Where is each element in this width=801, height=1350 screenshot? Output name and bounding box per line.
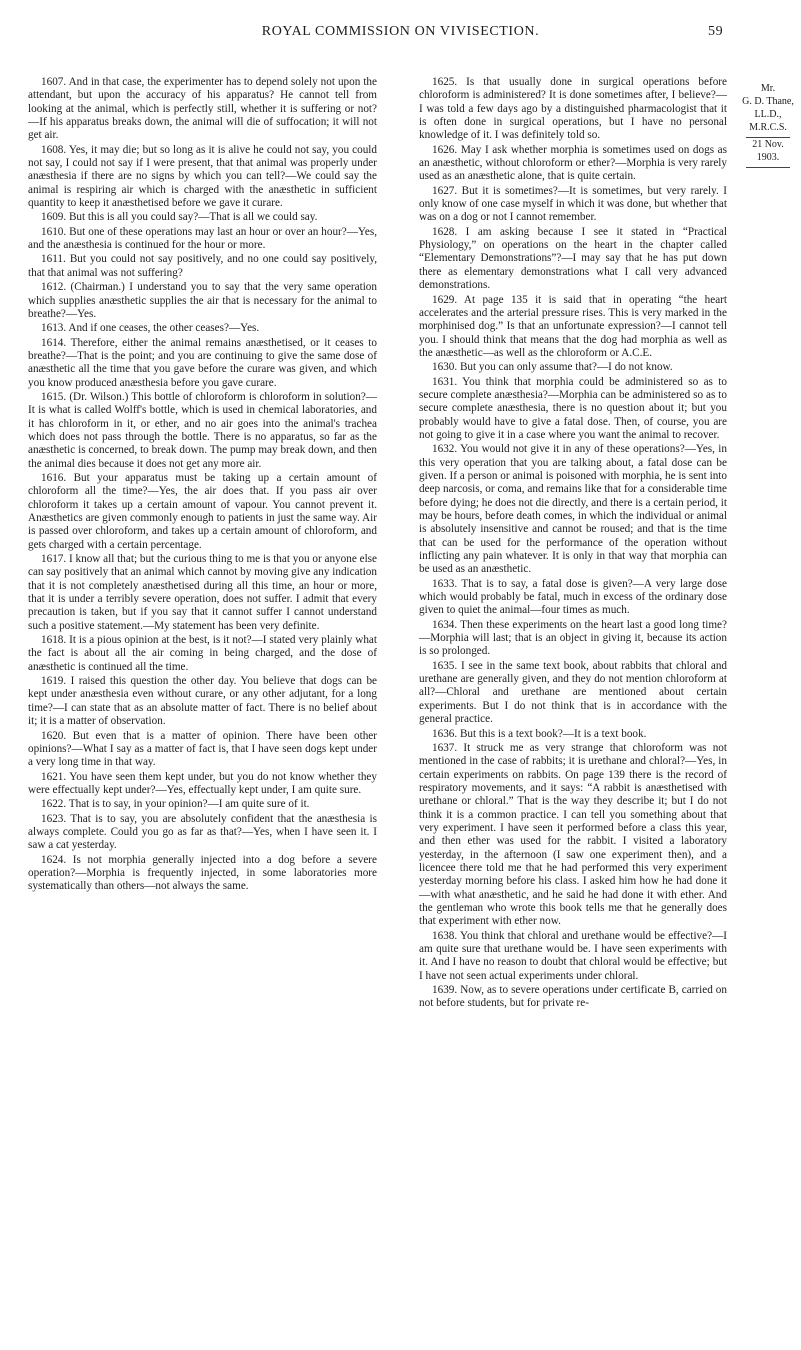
question-text: And if one ceases, the other ceases?—Yes. bbox=[68, 322, 260, 335]
question-text: But it is sometimes?—It is sometimes, but very rarely. I only know of one case myself in which it was done, but whether that was on a dog or not I cannot remember. bbox=[419, 184, 727, 224]
question-number: 1636. bbox=[432, 727, 458, 740]
question-number: 1626. bbox=[432, 143, 458, 156]
question-number: 1612. bbox=[41, 281, 67, 294]
left-column bbox=[28, 76, 377, 895]
question-text: I know all that; but the curious thing to me is that you or anyone else can say positively that an animal which cannot by moving give any indication that it is not completely anæsthetised during all this time, an hour or more, that it is under a terribly severe operation, does not suffer. I admit that every precaution is taken, but if you say that it cannot suffer I cannot understand such a positive statement.—My statement has been very definite. bbox=[28, 553, 377, 632]
question-number: 1634. bbox=[432, 618, 458, 631]
witness-side-note bbox=[740, 82, 796, 168]
testimony-paragraph bbox=[419, 619, 727, 659]
testimony-paragraph bbox=[28, 634, 377, 674]
question-number: 1611. bbox=[41, 253, 66, 266]
testimony-paragraph bbox=[28, 798, 377, 811]
testimony-paragraph bbox=[419, 930, 727, 983]
question-text: Then these experiments on the heart last a good long time?—Morphia will last; that is an object in giving it, because its action is so prolonged. bbox=[419, 618, 727, 658]
question-text: But one of these operations may last an hour or over an hour?—Yes, and the anæsthesia is continued for the hour or more. bbox=[28, 225, 377, 252]
question-text: (Dr. Wilson.) This bottle of chloroform is chloroform in solution?—It is what is called Wolff's bottle, which is used in chemical laboratories, and it has chloroform in it, or ether, and no air goes into the animal's trachea which does not pass through the bottle. There is no apparatus, so far as the anæsthetic is concerned, to break down. The pump may break down, and then the animal dies because it does not get any more air. bbox=[28, 390, 377, 470]
question-text: Therefore, either the animal remains anæsthetised, or it ceases to breathe?—That is the point; and you are continuing to give the same dose of anæsthetic all the time that you gave before the curare was given, and which you know produced anæsthesia before you gave curare. bbox=[28, 336, 377, 389]
side-note-line: LL.D., bbox=[754, 109, 782, 120]
question-number: 1631. bbox=[432, 375, 458, 388]
question-text: You think that chloral and urethane would be effective?—I am quite sure that urethane would be. I have seen experiments with it. And I have no reason to doubt that chloral would be effective; but I have not seen actual experiments under chloral. bbox=[419, 929, 727, 982]
question-number: 1623. bbox=[41, 812, 67, 825]
question-number: 1627. bbox=[432, 184, 458, 197]
testimony-paragraph bbox=[28, 281, 377, 321]
testimony-paragraph bbox=[419, 660, 727, 727]
side-note-line: M.R.C.S. bbox=[749, 122, 787, 133]
testimony-paragraph bbox=[419, 984, 727, 1011]
testimony-paragraph bbox=[419, 578, 727, 618]
testimony-paragraph bbox=[419, 443, 727, 576]
question-text: Now, as to severe operations under certificate B, carried on not before students, but for private re- bbox=[419, 984, 727, 1010]
page-header bbox=[0, 24, 801, 44]
testimony-paragraph bbox=[28, 253, 377, 280]
question-number: 1622. bbox=[41, 798, 67, 811]
testimony-paragraph bbox=[419, 185, 727, 225]
right-column bbox=[419, 76, 727, 1012]
testimony-paragraph bbox=[28, 553, 377, 633]
question-text: I see in the same text book, about rabbits that chloral and urethane are generally given, and they do not mention chloroform at all?—Chloral and urethane are mentioned about certain experiments. But I do not think that is in accordance with the general practice. bbox=[419, 659, 728, 726]
question-text: And in that case, the experimenter has to depend solely not upon the attendant, but upon the accuracy of his apparatus? He cannot tell from looking at the animal, which is perfectly still, whether it is suffering or not?—If his apparatus breaks down, the animal will die of suffocation; it will not get air. bbox=[28, 76, 377, 142]
testimony-paragraph bbox=[419, 226, 727, 293]
question-number: 1628. bbox=[432, 225, 458, 238]
question-text: Is that usually done in surgical operations before chloroform is administered? It is done sometimes after, I believe?—I was told a few days ago by a distinguished pharmacologist that it is often done in surgical operations, but I have no personal knowledge of it. I was definitely told so. bbox=[419, 76, 727, 142]
question-number: 1613. bbox=[41, 322, 67, 335]
testimony-paragraph bbox=[28, 322, 377, 335]
testimony-paragraph bbox=[419, 294, 727, 361]
question-text: Yes, it may die; but so long as it is alive he could not say, you could not say, I could not say if I were present, that that animal was properly under anæsthesia if there are no signs by which you can tell?—We could say the animal is respiring air which is charged with the anæsthetic in sufficient quantity to keep it anæsthetised before we gave it curare. bbox=[28, 143, 377, 210]
side-note-line: 21 Nov. 1903. bbox=[752, 139, 784, 163]
question-number: 1637. bbox=[432, 741, 458, 754]
side-note-rule bbox=[746, 167, 790, 168]
question-number: 1607. bbox=[41, 76, 67, 88]
testimony-paragraph bbox=[28, 391, 377, 471]
question-text: You think that morphia could be administered so as to secure complete anæsthesia?—Morphia can be administered so as to secure complete anæsthesia, there is no question about it; but you probably would have to give a fatal dose. Then, of course, you are not going to give it in a case where you want the animal to recover. bbox=[419, 375, 727, 441]
question-text: That is to say, in your opinion?—I am quite sure of it. bbox=[68, 798, 310, 811]
question-text: I am asking because I see it stated in “Practical Physiology,” on operations on the heart in the chapter called “Elementary Demonstrations”?—I may say that he has put down there as elementary demonstrations what I call very advanced demonstrations. bbox=[419, 225, 727, 292]
question-text: May I ask whether morphia is sometimes used on dogs as an anæsthetic, without chloroform or ether?—Morphia is very rarely used as an anæsthetic alone, that is quite certain. bbox=[419, 143, 727, 183]
question-text: Is not morphia generally injected into a dog before a severe operation?—Morphia is frequently injected, in some laboratories more systematically than others—not always the same. bbox=[28, 853, 377, 893]
question-number: 1614. bbox=[41, 336, 67, 349]
question-text: But even that is a matter of opinion. There have been other opinions?—What I say as a matter of fact is, that I have seen dogs kept under a very long time in that way. bbox=[28, 729, 378, 769]
testimony-paragraph bbox=[28, 771, 377, 798]
testimony-paragraph bbox=[28, 730, 377, 770]
question-number: 1615. bbox=[41, 390, 67, 403]
question-number: 1610. bbox=[41, 225, 67, 238]
question-number: 1625. bbox=[432, 76, 458, 88]
question-number: 1621. bbox=[41, 770, 67, 783]
question-text: At page 135 it is said that in operating “the heart accelerates and the arterial pressure rises. This is very marked in the morphinised dog.” Is that an unfortunate expression?—I cannot tell you. I should think that means that the dog had morphia as well as the anæsthetic—as well as the chloroform or A.C.E. bbox=[419, 293, 727, 359]
testimony-paragraph bbox=[28, 76, 377, 143]
question-text: That is to say, a fatal dose is given?—A very large dose which would probably be fatal, much in excess of the ordinary dose given to quiet the animal—four times as much. bbox=[419, 577, 727, 617]
question-number: 1639. bbox=[432, 984, 458, 997]
side-note-line: G. D. Thane, bbox=[742, 96, 794, 107]
question-number: 1624. bbox=[41, 853, 67, 866]
question-number: 1638. bbox=[432, 929, 458, 942]
testimony-paragraph bbox=[28, 854, 377, 894]
question-text: But this is all you could say?—That is all we could say. bbox=[68, 211, 318, 224]
question-number: 1616. bbox=[41, 471, 67, 484]
question-number: 1619. bbox=[41, 675, 67, 688]
question-text: But you could not say positively, and no one could say positively, that that animal was not suffering? bbox=[28, 253, 377, 279]
testimony-paragraph bbox=[419, 728, 727, 741]
question-text: (Chairman.) I understand you to say that the very same operation which supplies anæsthetic supplies the air that is necessary for the animal to breathe?—Yes. bbox=[28, 281, 377, 320]
question-text: It is a pious opinion at the best, is it not?—I stated very plainly what the fact is about all the air coming in being charged, and the dose of anæsthetic is continued all the time. bbox=[28, 634, 377, 673]
question-text: But your apparatus must be taking up a certain amount of chloroform all the time?—Yes, the air does that. If you pass air over chloroform it takes up a certain amount of vapour. You cannot prevent it. Anæsthetics are given commonly enough to patients in just the same way. Air is passed over chloroform, and takes up a certain amount of chloroform, and gets charged with a certain percentage. bbox=[28, 471, 378, 551]
question-number: 1632. bbox=[432, 443, 458, 456]
question-text: It struck me as very strange that chloroform was not mentioned in the case of rabbits; it is urethane and chloral?—Yes, in certain experiments on rabbits. On page 139 there is the record of respiratory movements, and it says: “A rabbit is anæsthetised with urethane or chloral.” That is the way they describe it; but I do not think it is a common practice. I can tell you something about that very experiment. I have seen it performed before a class this year, and then ether was used for the rabbit. I visited a laboratory yesterday, in the afternoon (I saw one experiment then), and a licencee there told me that he had performed this very experiment yesterday morning before his class. I asked him how he had done it—with what anæsthetic, and he said he had done it with ether. And the gentleman who wrote this book tells me that he generally does that experiment with ether now. bbox=[419, 741, 727, 928]
question-text: But this is a text book?—It is a text book. bbox=[459, 727, 647, 740]
question-number: 1618. bbox=[41, 634, 67, 647]
question-text: I raised this question the other day. You believe that dogs can be kept under anæsthesia even without curare, or any other adjutant, for a long time?—I can state that as an absolute matter of fact. There is no belief about it; it is a matter of observation. bbox=[28, 675, 377, 728]
testimony-paragraph bbox=[419, 361, 727, 374]
side-note-line: Mr. bbox=[760, 83, 776, 94]
question-number: 1629. bbox=[432, 293, 458, 306]
question-number: 1617. bbox=[41, 553, 67, 566]
question-text: But you can only assume that?—I do not know. bbox=[459, 361, 673, 374]
question-text: That is to say, you are absolutely confident that the anæsthesia is always complete. Could you go as far as that?—Yes, when I have seen it. I saw a cat yesterday. bbox=[28, 812, 377, 852]
question-number: 1620. bbox=[41, 729, 67, 742]
testimony-paragraph bbox=[419, 742, 727, 929]
question-text: You have seen them kept under, but you do not know whether they were effectually kept under?—Yes, effectually kept under, I am quite sure. bbox=[28, 770, 377, 796]
testimony-paragraph bbox=[28, 472, 377, 552]
testimony-paragraph bbox=[28, 813, 377, 853]
testimony-paragraph bbox=[28, 675, 377, 728]
question-number: 1608. bbox=[41, 143, 67, 156]
testimony-paragraph bbox=[419, 76, 727, 143]
testimony-paragraph bbox=[419, 376, 727, 443]
page-number: 59 bbox=[708, 24, 724, 39]
testimony-paragraph bbox=[28, 226, 377, 253]
testimony-paragraph bbox=[419, 144, 727, 184]
testimony-paragraph bbox=[28, 337, 377, 390]
testimony-paragraph bbox=[28, 211, 377, 224]
question-number: 1633. bbox=[432, 577, 458, 590]
question-text: You would not give it in any of these operations?—Yes, in this very operation that you are talking about, a fatal dose can be given. If a person or animal is poisoned with morphia, he is sent into deep narcosis, or coma, and remains like that for a considerable time before dying; he does not die directly, and there is a certain period, it may be hours, before death comes, in which the individual or animal is absolutely insensitive and cannot be roused; and that is the time that can be used for the performance of the operation without inflicting any pain whatever. It is only in that way that morphia can be used as an anæsthetic. bbox=[419, 443, 727, 576]
testimony-paragraph bbox=[28, 144, 377, 211]
question-number: 1630. bbox=[432, 361, 458, 374]
question-number: 1609. bbox=[41, 211, 67, 224]
question-number: 1635. bbox=[432, 659, 458, 672]
running-title: ROYAL COMMISSION ON VIVISECTION. bbox=[261, 24, 540, 39]
